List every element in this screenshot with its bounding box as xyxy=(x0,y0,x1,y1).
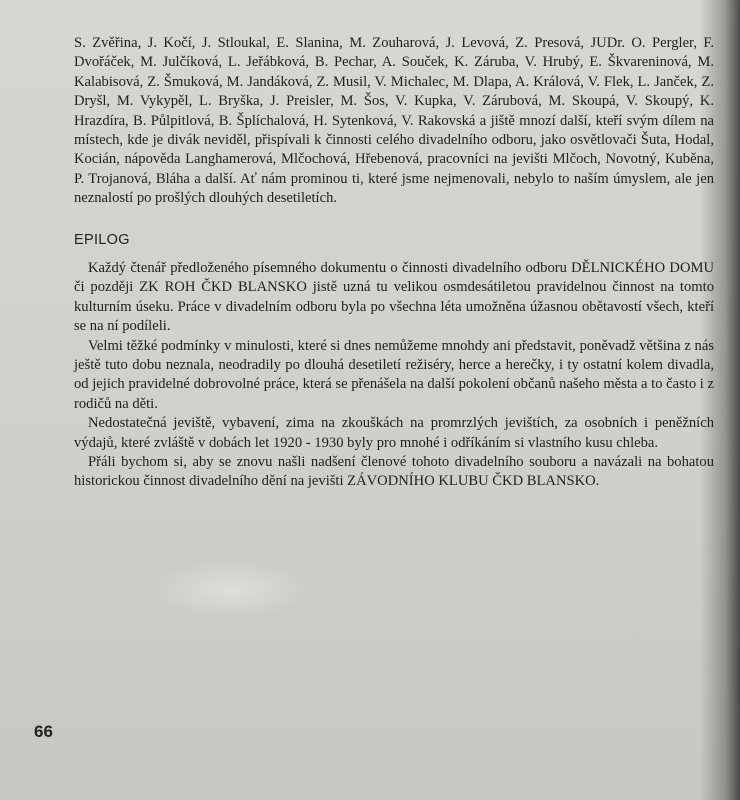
page-number: 66 xyxy=(34,722,53,741)
epilog-paragraph-1: Každý čtenář předloženého písemného dokumentu o činnosti divadelního odboru DĚLNICKÉHO DOMU či později ZK ROH ČKD BLANSKO jistě uzná tu velikou osmdesátiletou pravidelnou činnost na tomto kulturním úseku. Práce v divadelním odboru byla po všechna léta umožněna úžasnou obětavostí všech, kteří se na ní podíleli. xyxy=(74,260,714,335)
epilog-paragraph-4: Přáli bychom si, aby se znovu našli nadšení členové tohoto divadelního souboru a navázali na bohatou historickou činnost divadelního dění na jevišti ZÁVODNÍHO KLUBU ČKD BLANSKO. xyxy=(74,454,714,490)
epilog-paragraph-2: Velmi těžké podmínky v minulosti, které si dnes nemůžeme mnohdy ani představit, poněvadž většina z nás ještě tuto dobu neznala, neodradily po dlouhá desetiletí režiséry, herce a herečky, i ty ostatní kolem divadla, od jejich pravidelné dobrovolné práce, která se přenášela na další pokolení občanů našeho města a to často i z rodičů na děti. xyxy=(74,337,714,412)
epilog-paragraph-3: Nedostatečná jeviště, vybavení, zima na zkouškách na promrzlých jevištích, za osobních i peněžních výdajů, které zvláště v dobách let 1920 - 1930 byly pro mnohé i odříkáním si vlastního kusu chleba. xyxy=(74,415,714,451)
epilog-body xyxy=(74,259,714,492)
epilog-heading: EPILOG xyxy=(74,232,130,248)
paper-crease xyxy=(150,560,310,620)
credits-paragraph: S. Zvěřina, J. Kočí, J. Stloukal, E. Slanina, M. Zouharová, J. Levová, Z. Presová, JUDr. O. Pergler, F. Dvořáček, M. Julčíková, L. Jeřábková, B. Pechar, A. Souček, K. Záruba, V. Hrubý, E. Škvareninová, M. Kalabisová, Z. Šmuková, M. Jandáková, Z. Musil, V. Michalec, M. Dlapa, A. Králová, V. Flek, L. Janček, Z. Dryšl, M. Vykypěl, L. Bryška, J. Preisler, M. Šos, V. Kupka, V. Zárubová, M. Skoupá, V. Skoupý, K. Hrazdíra, B. Půlpitlová, B. Šplíchalová, H. Sytenková, V. Rakovská a jiště mnozí další, kteří svým dílem na místech, kde je divák neviděl, přispívali k činnosti celého divadelního odboru, jako osvětlovači Šuta, Hodal, Kocián, nápověda Langhamerová, Mlčochová, Hřebenová, pracovníci na jevišti Mlčoch, Novotný, Kuběna, P. Trojanová, Bláha a další. Ať nám prominou ti, které jsme nejmenovali, nebylo to naším úmyslem, ale jen neznalostí po prošlých dlouhých desetiletích. xyxy=(74,35,714,207)
